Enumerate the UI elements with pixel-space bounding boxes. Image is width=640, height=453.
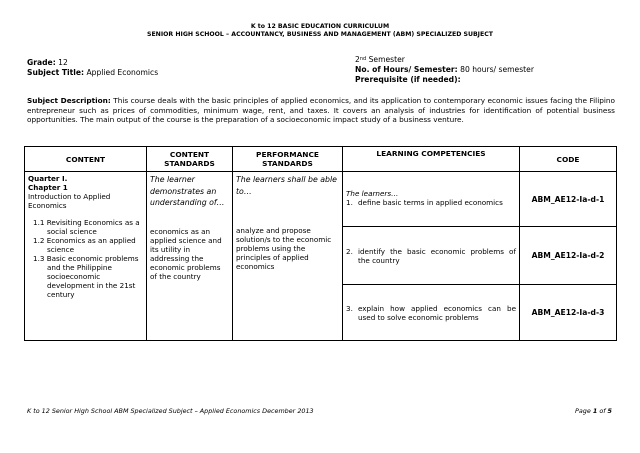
competency-cell-1 bbox=[343, 172, 520, 227]
header-learning-competencies: LEARNING COMPETENCIES bbox=[343, 147, 520, 172]
code-cell-3: ABM_AE12-Ia-d-3 bbox=[520, 285, 617, 341]
performance-standards-intro: The learners shall be able to… bbox=[236, 175, 337, 196]
content-standards-text: economics as an applied science and its utility in addressing the economic problems of the country bbox=[150, 226, 222, 281]
topics-list bbox=[28, 218, 143, 299]
performance-standards-cell bbox=[233, 172, 343, 341]
code-cell-2: ABM_AE12-Ia-d-2 bbox=[520, 227, 617, 285]
subject-line bbox=[27, 68, 158, 78]
hours-label: No. of Hours/ Semester: bbox=[355, 65, 458, 74]
competency-text: identify the basic economic problems of the country bbox=[358, 246, 516, 265]
semester-suffix: nd bbox=[359, 56, 367, 62]
footer-page-number bbox=[575, 407, 612, 415]
competency-cell-3 bbox=[343, 285, 520, 341]
page-total: 5 bbox=[607, 407, 612, 415]
competencies-intro: The learners… bbox=[346, 189, 399, 198]
list-item: 1.2 Economics as an applied science bbox=[33, 236, 136, 254]
grade-label: Grade: bbox=[27, 58, 56, 67]
header-content-standards: CONTENT STANDARDS bbox=[147, 147, 233, 172]
competency-text: explain how applied economics can be used to solve economic problems bbox=[358, 303, 516, 322]
content-standards-cell bbox=[147, 172, 233, 341]
semester-line bbox=[355, 55, 534, 65]
quarter-label: Quarter I. bbox=[28, 174, 68, 183]
header-content: CONTENT bbox=[25, 147, 147, 172]
page-word: Page bbox=[575, 407, 591, 415]
list-item: 1.3 Basic economic problems and the Philippine socioeconomic development in the 21st century bbox=[33, 254, 139, 299]
curriculum-table bbox=[24, 146, 617, 341]
competency-item bbox=[346, 304, 516, 322]
competency-number: 3. bbox=[346, 303, 353, 313]
competency-item bbox=[346, 247, 516, 265]
semester-number: 2 bbox=[355, 55, 360, 64]
description-label: Subject Description: bbox=[27, 96, 111, 105]
content-cell bbox=[25, 172, 147, 341]
of-word: of bbox=[599, 407, 606, 415]
hours-value: 80 hours/ semester bbox=[460, 65, 534, 74]
content-standards-intro: The learner demonstrates an understanding of… bbox=[150, 175, 225, 207]
competency-text: define basic terms in applied economics bbox=[358, 198, 503, 207]
list-item: 1.1 Revisiting Economics as a social science bbox=[33, 218, 140, 236]
code-cell-1: ABM_AE12-Ia-d-1 bbox=[520, 172, 617, 227]
table-header-row bbox=[25, 147, 617, 172]
grade-value: 12 bbox=[58, 58, 68, 67]
competency-number: 2. bbox=[346, 246, 353, 256]
competency-item bbox=[346, 198, 516, 207]
table-row bbox=[25, 172, 617, 227]
subject-description bbox=[27, 96, 615, 125]
header-performance-standards: PERFORMANCE STANDARDS bbox=[233, 147, 343, 172]
right-info bbox=[355, 55, 534, 85]
competency-number: 1. bbox=[346, 198, 353, 207]
competency-cell-2 bbox=[343, 227, 520, 285]
header-code: CODE bbox=[520, 147, 617, 172]
page-current: 1 bbox=[592, 407, 598, 415]
prerequisite-line bbox=[355, 75, 534, 85]
chapter-title: Introduction to Applied Economics bbox=[28, 192, 111, 210]
semester-word: Semester bbox=[368, 55, 405, 64]
chapter-label: Chapter 1 bbox=[28, 183, 68, 192]
subject-label: Subject Title: bbox=[27, 68, 85, 77]
subject-value: Applied Economics bbox=[86, 68, 159, 77]
curriculum-title: K to 12 BASIC EDUCATION CURRICULUM bbox=[250, 23, 390, 30]
footer-document-info: K to 12 Senior High School ABM Specialized Subject – Applied Economics December 2013 bbox=[27, 407, 314, 415]
left-info bbox=[27, 58, 158, 78]
description-text: This course deals with the basic principles of applied economics, and its application to contemporary economic issues facing the Filipino entrepreneur such as prices of commodities, minimum wage, rent, and taxes. It covers an analysis of industries for identification of potential business opportunities. The main output of the course is the preparation of a socioeconomic impact study of a business venture. bbox=[27, 96, 615, 124]
curriculum-subtitle: SENIOR HIGH SCHOOL – ACCOUNTANCY, BUSINESS AND MANAGEMENT (ABM) SPECIALIZED SUBJECT bbox=[147, 31, 493, 38]
grade-line bbox=[27, 58, 158, 68]
hours-line bbox=[355, 65, 534, 75]
prerequisite-label: Prerequisite (if needed): bbox=[355, 75, 461, 84]
performance-standards-text: analyze and propose solution/s to the economic problems using the principles of applied economics bbox=[236, 226, 332, 271]
